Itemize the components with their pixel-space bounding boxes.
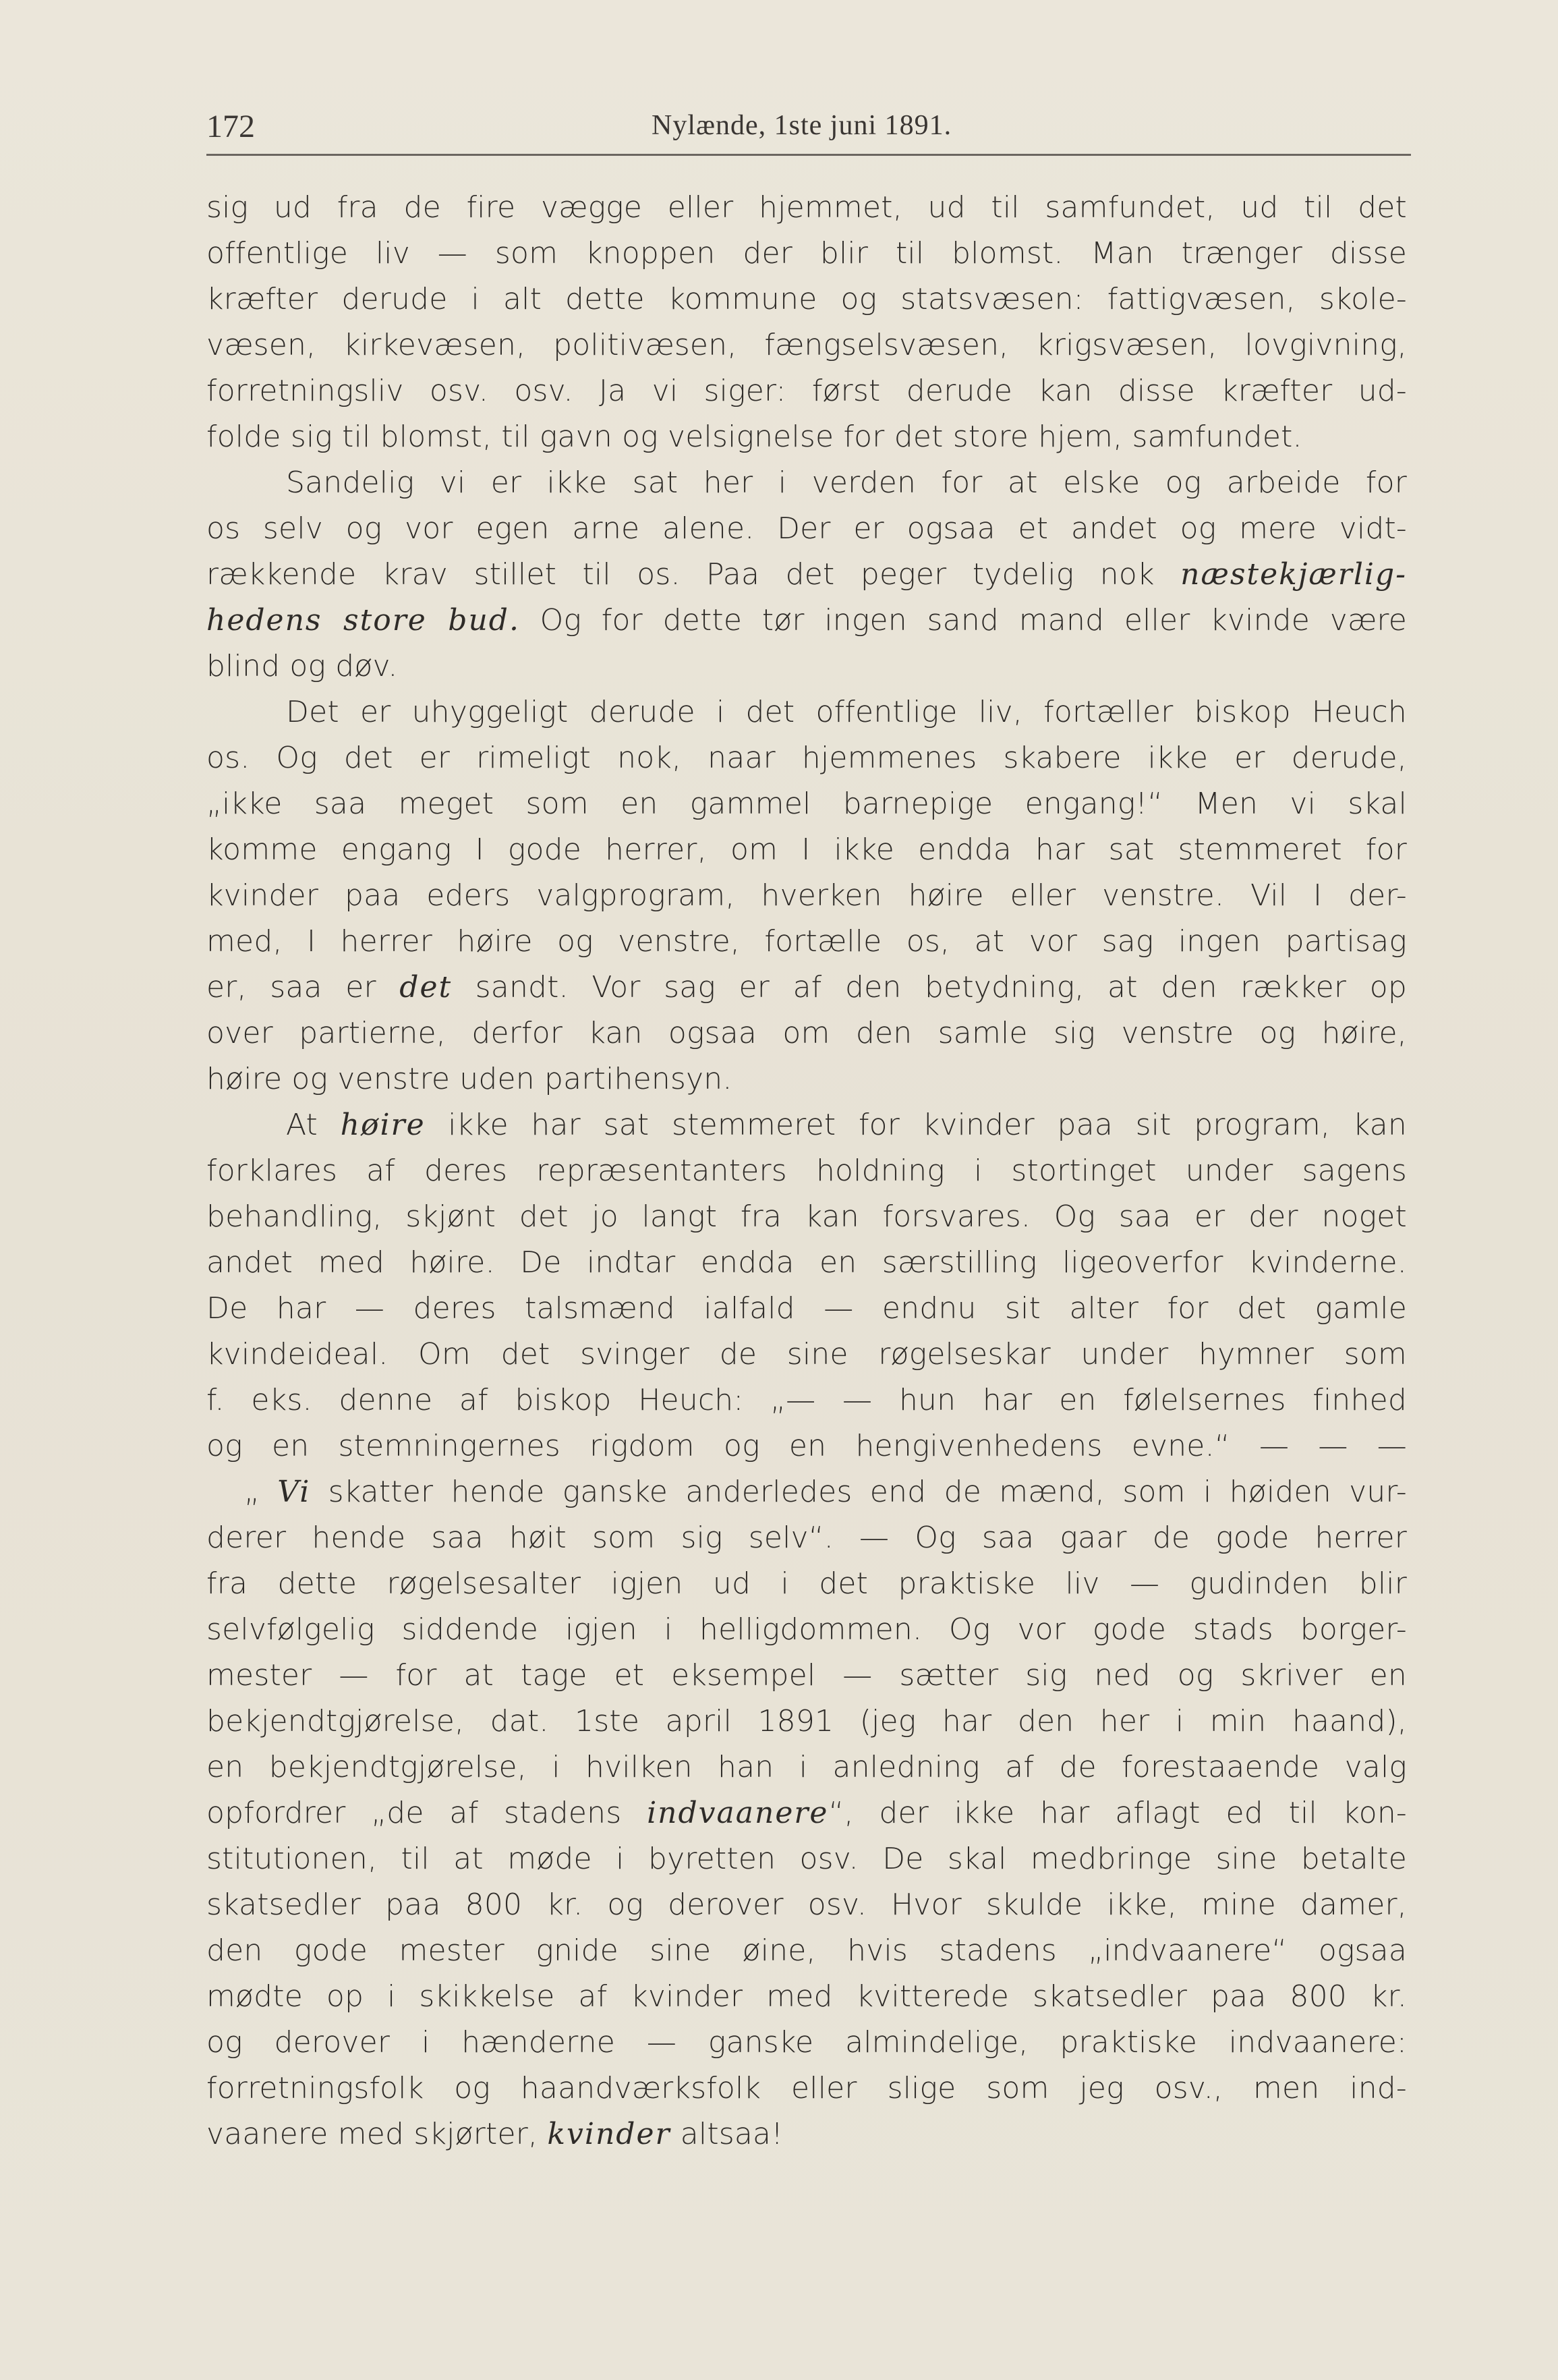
text-line	[206, 1469, 1407, 1515]
text-line: en bekjendtgjørelse, i hvilken han i anledning af de forestaaende valg	[206, 1750, 1407, 1784]
text-line: komme engang I gode herrer, om I ikke endda har sat stemmeret for	[206, 832, 1407, 867]
text-line: skatsedler paa 800 kr. og derover osv. Hvor skulde ikke, mine damer,	[206, 1888, 1407, 1922]
text-line: De har — deres talsmænd ialfald — endnu sit alter for det gamle	[206, 1291, 1407, 1326]
emphasized-text: det	[399, 970, 453, 1004]
text-line: med, I herrer høire og venstre, fortælle os, at vor sag ingen partisag	[206, 924, 1407, 959]
text-line	[206, 2112, 1407, 2157]
text-run: At	[286, 1108, 341, 1142]
text-line: bekjendtgjørelse, dat. 1ste april 1891 (jeg har den her i min haand),	[206, 1704, 1407, 1738]
text-line: blind og døv.	[206, 649, 398, 683]
emphasized-text: indvaanere	[647, 1796, 829, 1830]
emphasized-text: kvinder	[547, 2117, 671, 2151]
emphasized-text: Vi	[277, 1475, 311, 1509]
text-line	[206, 598, 1407, 644]
text-line: stitutionen, til at møde i byretten osv. De skal medbringe sine betalte	[206, 1842, 1407, 1876]
emphasized-text: hedens store bud.	[206, 603, 520, 638]
emphasized-text: næstekjærlig-	[1180, 557, 1407, 592]
text-line: den gode mester gnide sine øine, hvis stadens „indvaanere“ ogsaa	[206, 1933, 1407, 1968]
text-line: og derover i hænderne — ganske almindelige, praktiske indvaanere:	[206, 2025, 1407, 2060]
text-line: Sandelig vi er ikke sat her i verden for at elske og arbeide for	[286, 465, 1407, 500]
text-run: vaanere med skjørter,	[206, 2117, 548, 2151]
text-line: folde sig til blomst, til gavn og velsignelse for det store hjem, samfundet.	[206, 420, 1302, 454]
text-line: os. Og det er rimeligt nok, naar hjemmenes skabere ikke er derude,	[206, 741, 1407, 775]
text-line: kvindeideal. Om det svinger de sine røgelseskar under hymner som	[206, 1337, 1407, 1371]
text-line: kvinder paa eders valgprogram, hverken høire eller venstre. Vil I der-	[206, 878, 1407, 913]
text-line: „ikke saa meget som en gammel barnepige engang!“ Men vi skal	[206, 787, 1407, 821]
text-line: forklares af deres repræsentanters holdning i stortinget under sagens	[206, 1154, 1407, 1188]
text-line: mester — for at tage et eksempel — sætter sig ned og skriver en	[206, 1658, 1407, 1693]
text-line: mødte op i skikkelse af kvinder med kvitterede skatsedler paa 800 kr.	[206, 1979, 1407, 2014]
text-line	[206, 1790, 1407, 1836]
text-line: os selv og vor egen arne alene. Der er ogsaa et andet og mere vidt-	[206, 511, 1407, 546]
text-line: sig ud fra de fire vægge eller hjemmet, ud til samfundet, ud til det	[206, 190, 1407, 225]
emphasized-text: høire	[340, 1108, 426, 1142]
text-run: rækkende krav stillet til os. Paa det peger tydelig nok	[206, 557, 1181, 592]
text-line: fra dette røgelsesalter igjen ud i det praktiske liv — gudinden blir	[206, 1566, 1407, 1601]
text-line: offentlige liv — som knoppen der blir til blomst. Man trænger disse	[206, 236, 1407, 271]
text-line: over partierne, derfor kan ogsaa om den samle sig venstre og høire,	[206, 1016, 1407, 1050]
page-header	[206, 101, 1411, 155]
text-line: og en stemningernes rigdom og en hengivenhedens evne.“ — — —	[206, 1429, 1407, 1463]
text-line: selvfølgelig siddende igjen i helligdommen. Og vor gode stads borger-	[206, 1612, 1407, 1647]
text-line: behandling, skjønt det jo langt fra kan forsvares. Og saa er der noget	[206, 1199, 1407, 1234]
text-line: væsen, kirkevæsen, politivæsen, fængselsvæsen, krigsvæsen, lovgivning,	[206, 328, 1407, 362]
text-run: “, der ikke har aflagt ed til kon-	[828, 1796, 1408, 1830]
text-run: sandt. Vor sag er af den betydning, at den rækker op	[452, 970, 1407, 1004]
text-run: altsaa!	[670, 2117, 784, 2151]
text-run: ikke har sat stemmeret for kvinder paa sit program, kan	[425, 1108, 1407, 1142]
text-line: Det er uhyggeligt derude i det offentlige liv, fortæller biskop Heuch	[286, 695, 1407, 729]
text-line: forretningsfolk og haandværksfolk eller slige som jeg osv., men ind-	[206, 2071, 1407, 2105]
body-text	[206, 185, 1407, 2157]
text-run: skatter hende ganske anderledes end de mænd, som i høiden vur-	[310, 1475, 1407, 1509]
text-line: andet med høire. De indtar endda en særstilling ligeoverfor kvinderne.	[206, 1245, 1407, 1280]
text-line	[206, 1102, 1407, 1148]
text-line: kræfter derude i alt dette kommune og statsvæsen: fattigvæsen, skole-	[206, 282, 1407, 316]
text-line: derer hende saa høit som sig selv“. — Og saa gaar de gode herrer	[206, 1521, 1407, 1555]
running-head: Nylænde, 1ste juni 1891.	[652, 110, 952, 141]
text-line: forretningsliv osv. osv. Ja vi siger: først derude kan disse kræfter ud-	[206, 374, 1407, 408]
text-run: er, saa er	[206, 970, 400, 1004]
text-run: Og for dette tør ingen sand mand eller kvinde være	[519, 603, 1407, 638]
text-run: „	[244, 1475, 278, 1509]
page-number: 172	[206, 109, 255, 144]
text-line	[206, 552, 1407, 598]
text-line: f. eks. denne af biskop Heuch: „— — hun har en følelsernes finhed	[206, 1383, 1407, 1417]
text-line: høire og venstre uden partihensyn.	[206, 1062, 732, 1096]
header-rule	[206, 154, 1411, 156]
text-line	[206, 965, 1407, 1011]
text-run: opfordrer „de af stadens	[206, 1796, 647, 1830]
